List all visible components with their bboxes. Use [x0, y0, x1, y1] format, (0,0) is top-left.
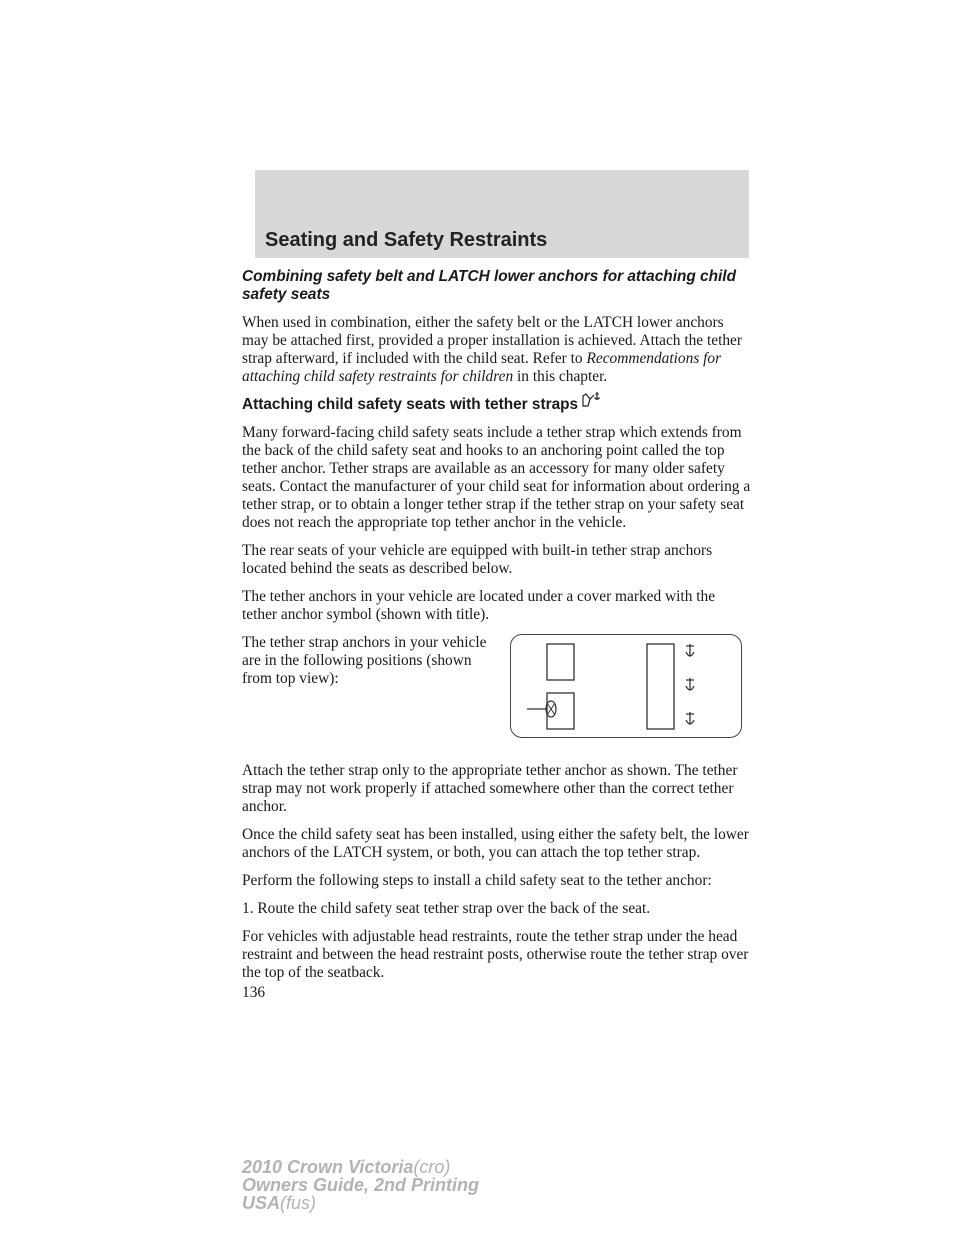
paragraph-positions: The tether strap anchors in your vehicle are in the following positions (shown from top view): — [242, 634, 487, 687]
front-seat-right — [547, 693, 574, 729]
front-seat-left — [547, 644, 574, 680]
footer-market-code: (fus) — [280, 1193, 317, 1213]
footer-line-1 — [242, 1158, 479, 1176]
subheading-tether: Attaching child safety seats with tether straps — [242, 396, 579, 413]
paragraph-tether-2: The rear seats of your vehicle are equipped with built-in tether strap anchors located behind the seats as described below. — [242, 542, 713, 577]
anchor-icon — [686, 678, 694, 690]
paragraph-once: Once the child safety seat has been installed, using either the safety belt, the lower anchors of the LATCH system, or both, you can attach the top tether strap. — [242, 826, 749, 861]
section-header-band — [255, 170, 749, 258]
subheading-combining: Combining safety belt and LATCH lower anchors for attaching child safety seats — [242, 268, 736, 303]
step-1: 1. Route the child safety seat tether strap over the back of the seat. — [242, 900, 651, 917]
paragraph-combining — [242, 314, 752, 386]
paragraph-tether-1: Many forward-facing child safety seats include a tether strap which extends from the back of the child safety seat and hooks to an anchoring point called the top tether anchor. Tether straps are available as an accessory for many older safety seats. Contact the manufacturer of your child seat for information about ordering a tether strap, or to obtain a longer tether strap if the tether strap on your safety seat does not reach the appropriate top tether anchor in the vehicle. — [242, 424, 751, 531]
paragraph-perform: Perform the following steps to install a child safety seat to the tether anchor: — [242, 872, 712, 889]
footer-model-code: (cro) — [413, 1157, 451, 1177]
section-title: Seating and Safety Restraints — [265, 229, 548, 251]
subheading-tether-row — [242, 396, 752, 414]
paragraph-attach: Attach the tether strap only to the appropriate tether anchor as shown. The tether strap may not work properly if attached somewhere other than the correct tether anchor. — [242, 762, 738, 815]
paragraph-combining-tail: in this chapter. — [517, 368, 608, 385]
footer-line-2: Owners Guide, 2nd Printing — [242, 1175, 480, 1195]
figure-row — [242, 634, 752, 752]
paragraph-tether-3: The tether anchors in your vehicle are located under a cover marked with the tether anchor symbol (shown with title). — [242, 588, 716, 623]
page-content — [242, 268, 752, 1012]
paragraph-combining-text: When used in combination, either the safety belt or the LATCH lower anchors may be attached first, provided a proper installation is achieved. Attach the tether strap afterward, if included with the child seat. Refer to — [242, 314, 743, 367]
cross-reference-link: Recommendations for attaching child safety restraints for children — [242, 350, 722, 385]
anchor-icon — [686, 644, 694, 656]
footer-line-3 — [242, 1194, 479, 1212]
anchor-icon — [686, 712, 694, 724]
paragraph-adjustable: For vehicles with adjustable head restraints, route the tether strap under the head restraint and between the head restraint posts, otherwise route the tether strap over the top of the seatback. — [242, 928, 749, 981]
tether-anchor-seat-icon — [580, 390, 602, 408]
tether-anchor-position-diagram — [510, 634, 742, 738]
page-number: 136 — [242, 984, 266, 1001]
rear-bench-seat — [647, 644, 674, 729]
footer-market: USA — [242, 1193, 281, 1213]
footer-print-info — [242, 1158, 479, 1212]
footer-model: 2010 Crown Victoria — [242, 1157, 414, 1177]
